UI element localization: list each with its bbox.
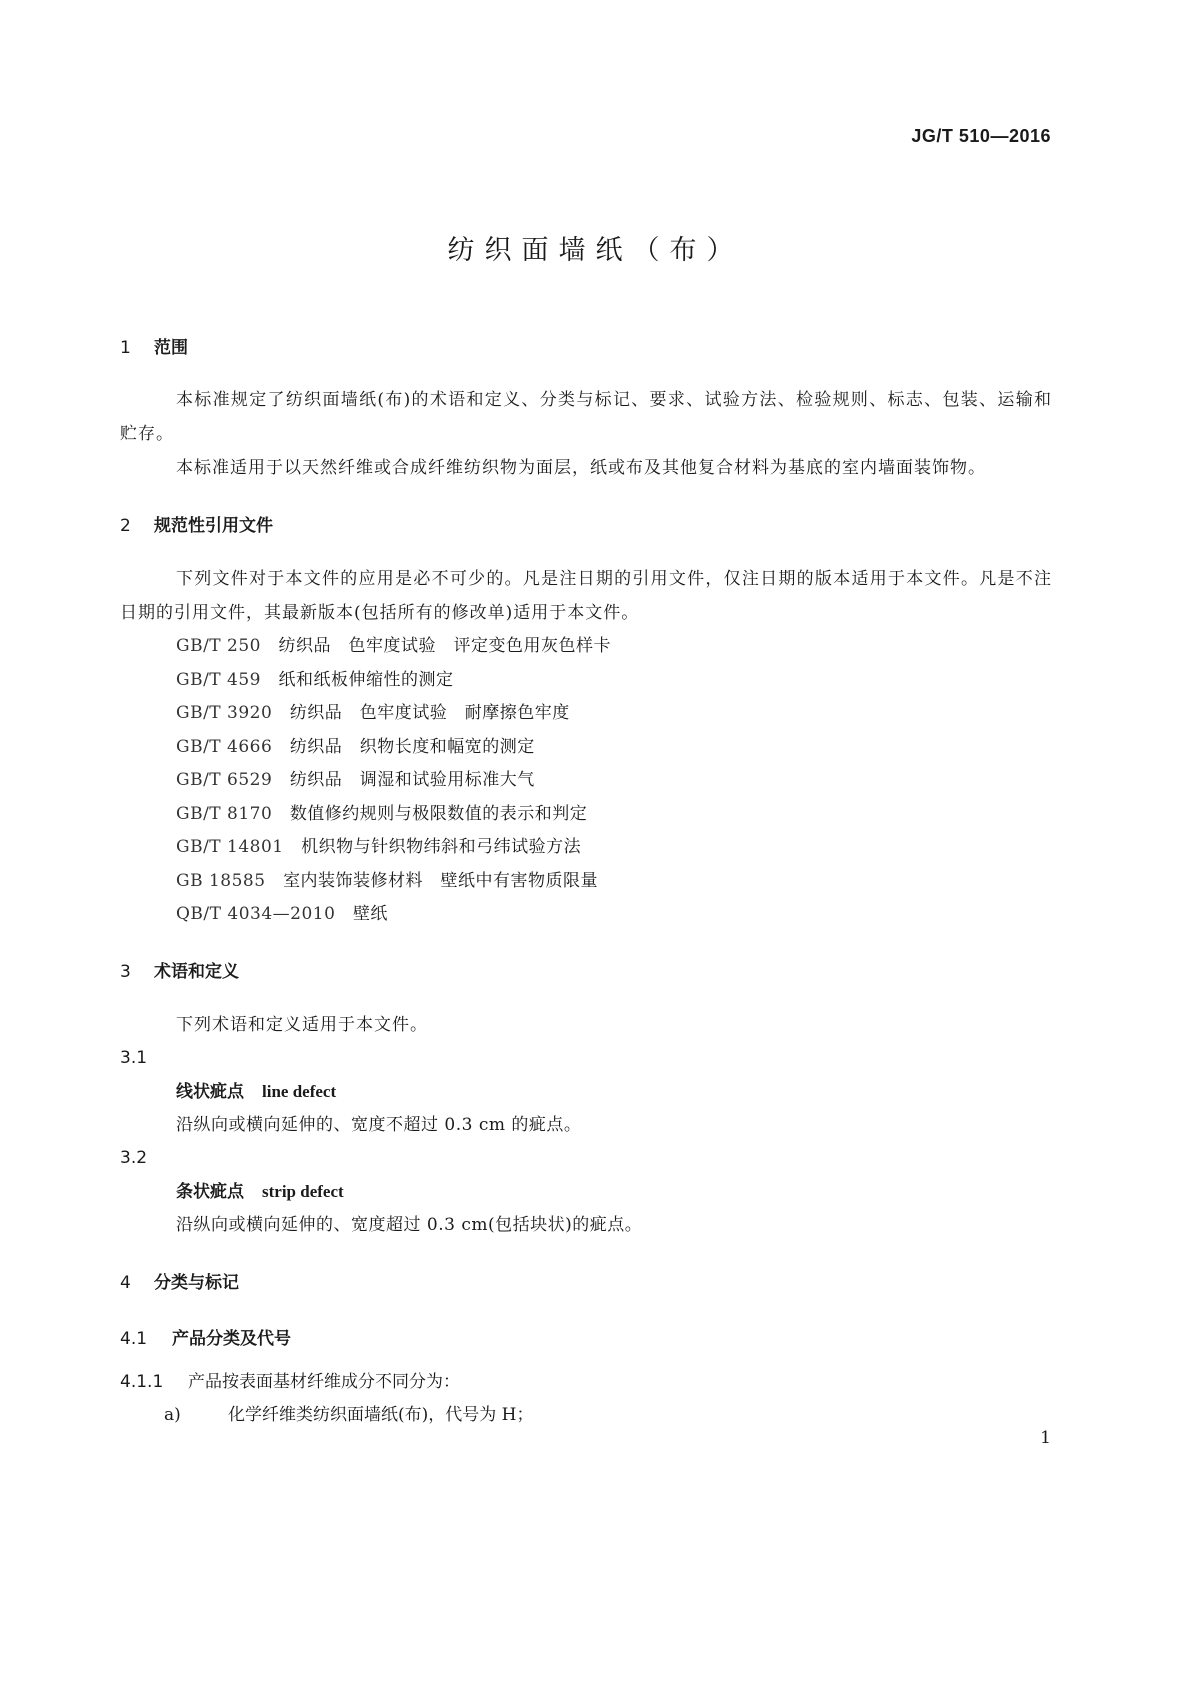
list-label: a) [164, 1404, 181, 1425]
section-3-heading [120, 957, 1052, 982]
subsection-number: 4.1 [120, 1328, 148, 1349]
page-title: 纺织面墙纸（布） [447, 235, 744, 266]
reference-item: GB/T 6529 纺织品 调湿和试验用标准大气 [176, 770, 535, 790]
paragraph: 本标准适用于以天然纤维或合成纤维纺织物为面层，纸或布及其他复合材料为基底的室内墙面装饰物。 [176, 458, 986, 478]
section-number: 2 [120, 516, 131, 536]
section-title: 规范性引用文件 [154, 516, 273, 536]
section-4-heading [120, 1268, 1052, 1293]
clause-4-1-1 [120, 1366, 1052, 1399]
paragraph: 下列文件对于本文件的应用是必不可少的。凡是注日期的引用文件，仅注日期的版本适用于本文件。凡是不注日期的引用文件，其最新版本(包括所有的修改单)适用于本文件。 [120, 569, 1052, 623]
term-heading: 条状疵点 strip defect [176, 1181, 344, 1202]
section-number: 4 [120, 1272, 131, 1293]
reference-item: GB 18585 室内装饰装修材料 壁纸中有害物质限量 [176, 870, 599, 891]
term-heading: 线状疵点 line defect [176, 1081, 337, 1102]
reference-list [120, 630, 1052, 932]
term-definition: 沿纵向或横向延伸的、宽度超过 0.3 cm(包括块状)的疵点。 [176, 1214, 643, 1235]
subsection-title: 产品分类及代号 [172, 1328, 291, 1349]
section-title: 术语和定义 [154, 961, 239, 982]
paragraph: 下列术语和定义适用于本文件。 [176, 1014, 428, 1035]
document-body [120, 333, 1052, 1432]
reference-item: QB/T 4034—2010 壁纸 [176, 904, 388, 924]
list-text: 化学纤维类纺织面墙纸(布)，代号为 H； [228, 1404, 534, 1425]
list-item [120, 1399, 1052, 1432]
reference-item: GB/T 3920 纺织品 色牢度试验 耐摩擦色牢度 [176, 703, 570, 723]
term-number: 3.2 [120, 1147, 148, 1168]
standard-code: JG/T 510—2016 [911, 126, 1051, 146]
reference-item: GB/T 8170 数值修约规则与极限数值的表示和判定 [176, 803, 588, 824]
clause-number: 4.1.1 [120, 1371, 164, 1392]
reference-item: GB/T 250 纺织品 色牢度试验 评定变色用灰色样卡 [176, 636, 611, 656]
term-number: 3.1 [120, 1047, 148, 1068]
reference-item: GB/T 14801 机织物与针织物纬斜和弓纬试验方法 [176, 837, 582, 857]
section-title: 范围 [154, 338, 188, 358]
section-number: 3 [120, 961, 131, 982]
section-2-heading [120, 511, 1052, 536]
reference-item: GB/T 4666 纺织品 织物长度和幅宽的测定 [176, 736, 535, 757]
term-definition: 沿纵向或横向延伸的、宽度不超过 0.3 cm 的疵点。 [176, 1114, 582, 1135]
reference-item: GB/T 459 纸和纸板伸缩性的测定 [176, 669, 454, 690]
paragraph: 本标准规定了纺织面墙纸(布)的术语和定义、分类与标记、要求、试验方法、检验规则、标志、包装、运输和贮存。 [120, 390, 1052, 444]
clause-text: 产品按表面基材纤维成分不同分为： [188, 1371, 460, 1392]
page-number: 1 [1040, 1428, 1051, 1448]
section-1-heading [120, 333, 1052, 358]
subsection-4-1-heading [120, 1324, 1052, 1349]
section-number: 1 [120, 338, 131, 358]
section-title: 分类与标记 [154, 1272, 239, 1293]
